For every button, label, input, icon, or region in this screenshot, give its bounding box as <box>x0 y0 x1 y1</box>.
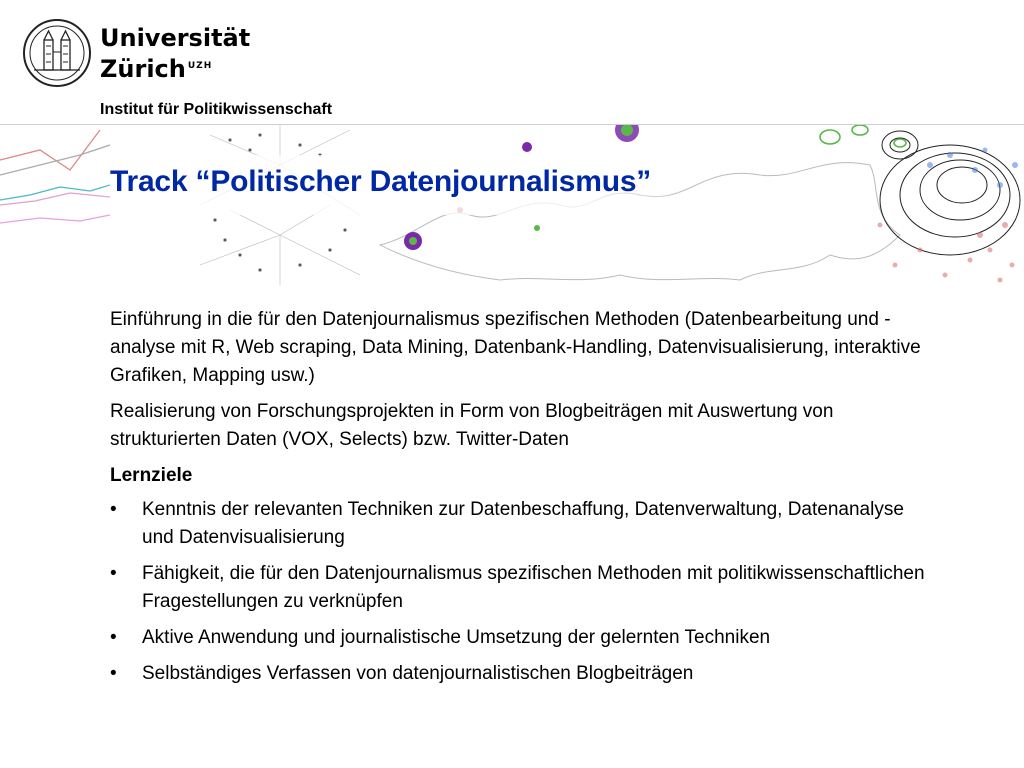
goal-text: Fähigkeit, die für den Datenjournalismus spezifischen Methoden mit politikwissenschaftlichen Fragestellungen zu verknüpfen <box>142 563 925 612</box>
banner-contour-plot <box>880 131 1020 255</box>
goals-heading: Lernziele <box>110 465 193 486</box>
intro-paragraph: Einführung in die für den Datenjournalismus spezifischen Methoden (Datenbearbeitung und -analyse mit R, Web scraping, Data Mining, Datenbank-Handling, Datenvisualisierung, interaktive Grafiken, Mapping usw.) <box>110 309 921 386</box>
banner-line-chart <box>0 130 110 223</box>
university-seal-icon <box>22 18 92 88</box>
slide-content <box>110 306 930 696</box>
goal-text: Aktive Anwendung und journalistische Umsetzung der gelernten Techniken <box>142 627 771 648</box>
list-item <box>110 624 930 652</box>
goals-list <box>110 496 930 688</box>
university-name-line1: Universität <box>100 24 251 52</box>
goal-text: Kenntnis der relevanten Techniken zur Datenbeschaffung, Datenverwaltung, Datenanalyse und Datenvisualisierung <box>142 499 904 548</box>
project-paragraph: Realisierung von Forschungsprojekten in Form von Blogbeiträgen mit Auswertung von strukturierten Daten (VOX, Selects) bzw. Twitter-Daten <box>110 401 834 450</box>
institute-name: Institut für Politikwissenschaft <box>100 101 333 118</box>
list-item <box>110 496 930 552</box>
bullet-icon: • <box>110 663 117 684</box>
goal-text: Selbständiges Verfassen von datenjournalistischen Blogbeiträgen <box>142 663 694 684</box>
bullet-icon: • <box>110 499 117 520</box>
university-name-line2: Zürich $^{UZH}$ <box>100 55 213 83</box>
banner-graphic <box>0 125 1024 290</box>
slide-title: Track “Politischer Datenjournalismus” <box>110 165 652 198</box>
list-item <box>110 560 930 616</box>
decorative-data-banner <box>0 125 1024 290</box>
university-wordmark <box>100 24 250 83</box>
banner-green-contours <box>820 125 906 147</box>
bullet-icon: • <box>110 627 117 648</box>
university-abbreviation: UZH <box>187 61 213 71</box>
bullet-icon: • <box>110 563 117 584</box>
list-item <box>110 660 930 688</box>
header <box>0 0 1024 125</box>
